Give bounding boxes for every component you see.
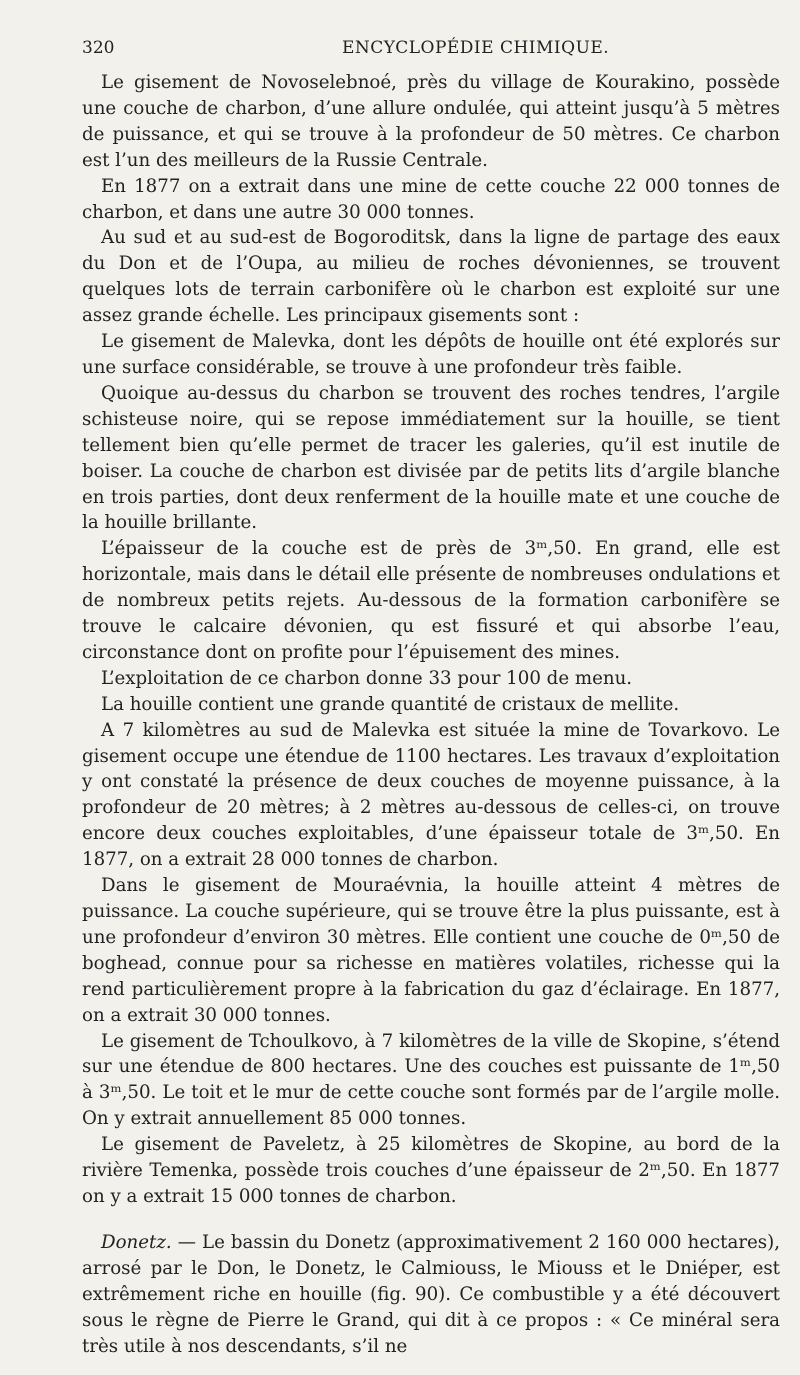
paragraph-menu: L’exploitation de ce charbon donne 33 pour 100 de menu.: [101, 667, 633, 689]
running-head: ENCYCLOPÉDIE CHIMIQUE.: [342, 38, 610, 58]
paragraph-roches-tendres: Quoique au-dessus du charbon se trouvent des roches tendres, l’argile schisteuse noire, qui se repose immédiatement sur la houille, se tient tellement bien qu’elle permet de tracer les galeries, qu’il est inutile de boiser. La couche de charbon est divisée par de petits lits d’argile blanche en trois parties, dont deux renferment de la houille mate et une couche de la houille brillante.: [82, 382, 780, 534]
paragraph-epaisseur: L’épaisseur de la couche est de près de 3ᵐ,50. En grand, elle est horizontale, mais dans le détail elle présente de nombreuses ondulations et de nombreux petits rejets. Au-dessous de la formation carbonifère se trouve le calcaire dévonien, qu est fissuré et qui absorbe l’eau, circonstance dont on profite pour l’épuisement des mines.: [82, 538, 780, 663]
page-header: [82, 36, 780, 66]
paragraph-tchoulkovo: Le gisement de Tchoulkovo, à 7 kilomètres de la ville de Skopine, s’étend sur une étendue de 800 hectares. Une des couches est puissante de 1ᵐ,50 à 3ᵐ,50. Le toit et le mur de cette couche sont formés par de l’argile molle. On y extrait annuellement 85 000 tonnes.: [82, 1030, 780, 1130]
paragraph-paveletz: Le gisement de Paveletz, à 25 kilomètres de Skopine, au bord de la rivière Temenka, possède trois couches d’une épaisseur de 2ᵐ,50. En 1877 on y a extrait 15 000 tonnes de charbon.: [82, 1134, 780, 1207]
paragraph-bogoroditsk: Au sud et au sud-est de Bogoroditsk, dans la ligne de partage des eaux du Don et de l’Oupa, au milieu de roches dévoniennes, se trouvent quelques lots de terrain carbonifère où le charbon est exploité sur une assez grande échelle. Les principaux gisements sont :: [82, 227, 780, 327]
paragraph-novoselebnoe: Le gisement de Novoselebnoé, près du village de Kourakino, possède une couche de charbon, d’une allure ondulée, qui atteint jusqu’à 5 mètres de puissance, et qui se trouve à la profondeur de 50 mètres. Ce charbon est l’un des meilleurs de la Russie Centrale.: [82, 72, 780, 171]
section-text: — Le bassin du Donetz (approximativement 2 160 000 hectares), arrosé par le Don, le Donetz, le Calmiouss, le Miouss et le Dniéper, est extrêmement riche en houille (fig. 90). Ce combustible y a été découvert sous le règne de Pierre le Grand, qui dit à ce propos : « Ce minéral sera très utile à nos descendants, s’il ne: [82, 1231, 780, 1357]
paragraph-malevka: Le gisement de Malevka, dont les dépôts de houille ont été explorés sur une surface considérable, se trouve à une profondeur très faible.: [82, 331, 780, 378]
paragraph-tovarkovo: A 7 kilomètres au sud de Malevka est située la mine de Tovarkovo. Le gisement occupe une étendue de 1100 hectares. Les travaux d’exploitation y ont constaté la présence de deux couches de moyenne puissance, à la profondeur de 20 mètres; à 2 mètres au-dessous de celles-ci, on trouve encore deux couches exploitables, d’une épaisseur totale de 3ᵐ,50. En 1877, on a extrait 28 000 tonnes de charbon.: [82, 719, 780, 871]
paragraph-mouraevnia: Dans le gisement de Mouraévnia, la houille atteint 4 mètres de puissance. La couche supérieure, qui se trouve être la plus puissante, est à une profondeur d’environ 30 mètres. Elle contient une couche de 0ᵐ,50 de boghead, connue pour sa richesse en matières volatiles, richesse qui la rend particulièrement propre à la fabrication du gaz d’éclairage. En 1877, on a extrait 30 000 tonnes.: [82, 875, 780, 1026]
section-title: Donetz.: [101, 1231, 172, 1253]
paragraph-mellite: La houille contient une grande quantité de cristaux de mellite.: [101, 693, 680, 715]
page-number: 320: [82, 38, 115, 58]
section-paragraph-donetz: [82, 1230, 780, 1360]
paragraph-1877-extraction: En 1877 on a extrait dans une mine de cette couche 22 000 tonnes de charbon, et dans une autre 30 000 tonnes.: [82, 175, 780, 223]
page-body: [82, 70, 780, 1359]
